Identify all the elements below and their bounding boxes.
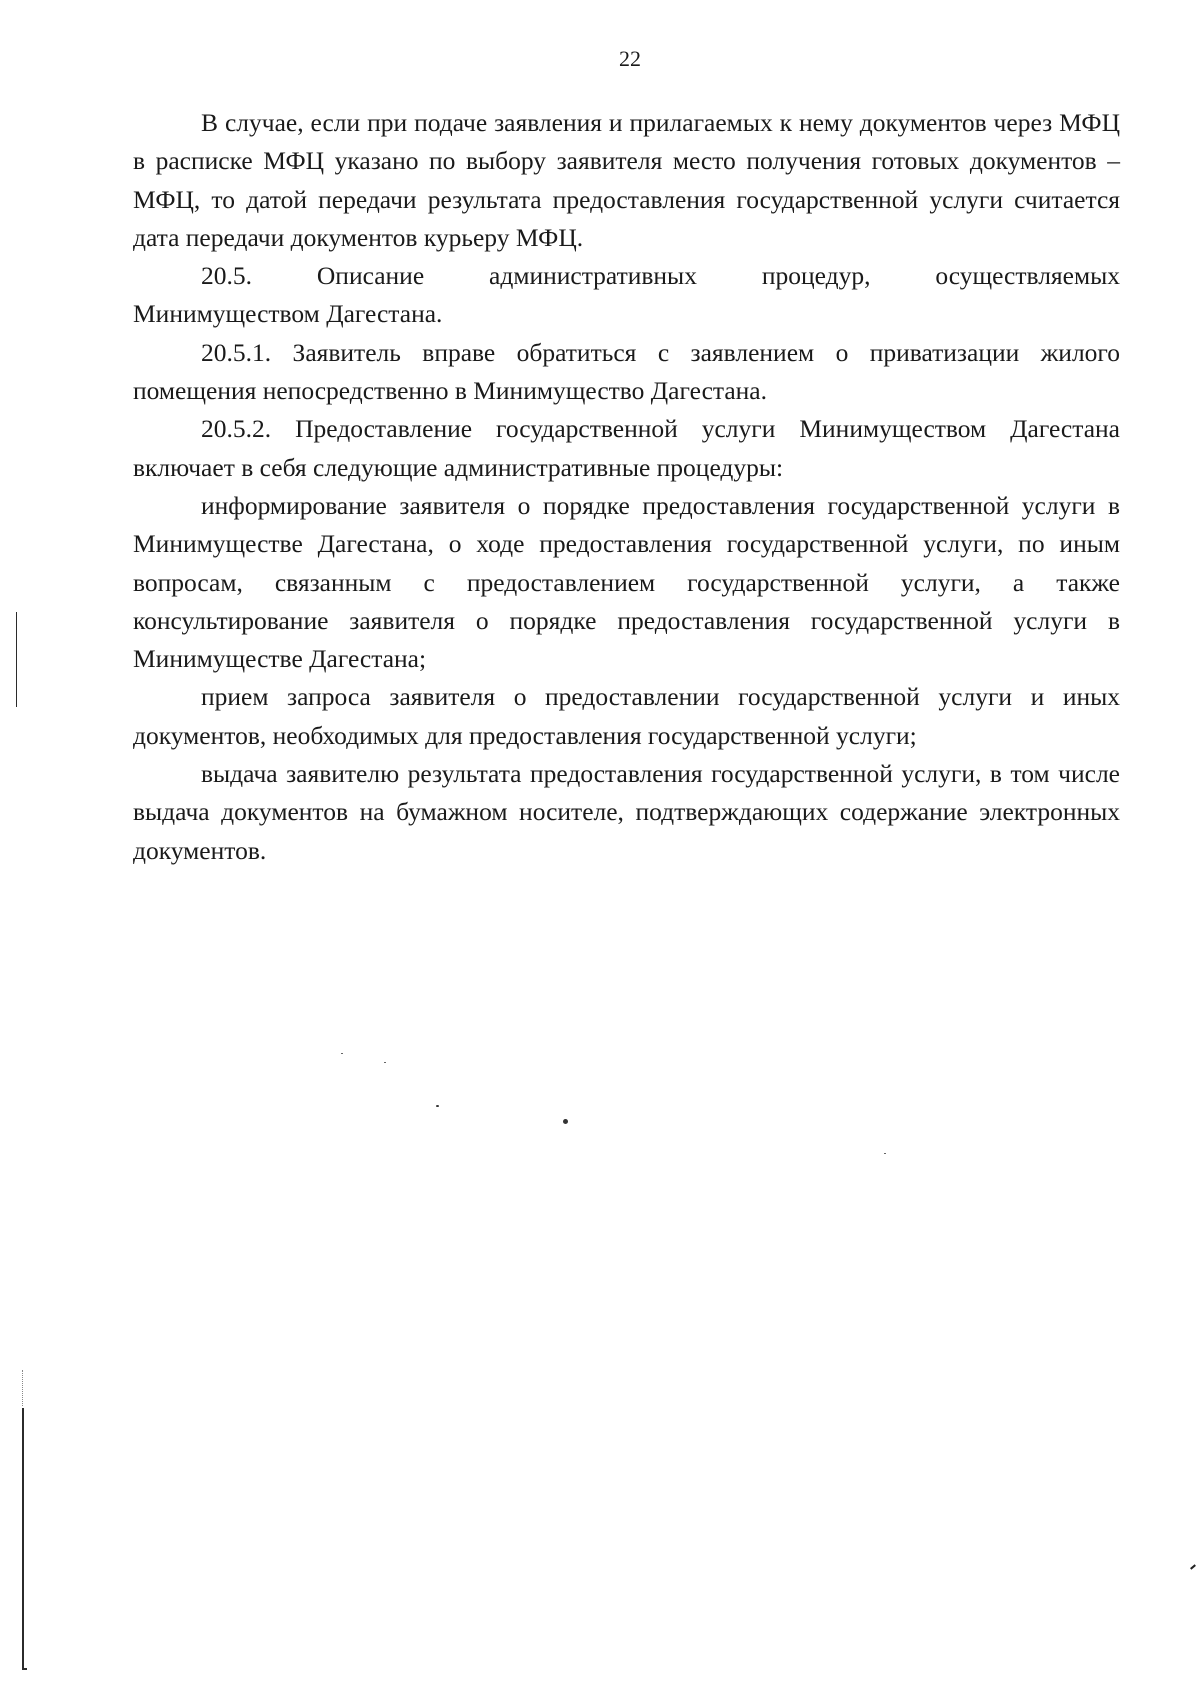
scan-dotted-line <box>22 1370 24 1406</box>
scan-edge-line <box>22 1408 24 1670</box>
paragraph-result-delivery: выдача заявителю результата предоставления государственной услуги, в том числе выдача документов на бумажном носителе, подтверждающих содержание электронных документов. <box>133 759 1120 865</box>
paragraph-20-5-heading <box>133 257 1120 295</box>
paragraph-20-5-2: 20.5.2. Предоставление государственной услуги Минимуществом Дагестана включает в себя следующие административные процедуры: <box>133 414 1120 482</box>
scan-speck <box>563 1119 568 1124</box>
scan-speck <box>436 1105 439 1107</box>
paragraph-20-5-continuation <box>133 295 1120 333</box>
paragraph-informing: информирование заявителя о порядке предоставления государственной услуги в Минимуществе Дагестана, о ходе предоставления государственной услуги, по иным вопросам, связанным с предоставлением государственной услуги, а также консультирование заявителя о порядке предоставления государственной услуги в Минимуществе Дагестана; <box>133 490 1120 674</box>
page-number: 22 <box>619 46 641 71</box>
paragraph-20-5-line1: 20.5. Описание административных процедур, осуществляемых <box>201 261 1120 291</box>
paragraph-delivery-date: В случае, если при подаче заявления и прилагаемых к нему документов через МФЦ в расписке МФЦ указано по выбору заявителя место получения готовых документов – МФЦ, то датой передачи результата предоставления государственной услуги считается дата передачи документов курьеру МФЦ. <box>133 108 1120 252</box>
scan-speck <box>341 1053 343 1054</box>
paragraph-request-intake: прием запроса заявителя о предоставлении государственной услуги и иных документов, необходимых для предоставления государственной услуги; <box>133 682 1120 750</box>
scan-speck <box>384 1062 386 1063</box>
scan-tick-mark <box>1190 1564 1196 1569</box>
scan-edge-corner <box>22 1668 27 1670</box>
scan-speck <box>884 1153 886 1154</box>
document-body <box>133 104 1120 870</box>
paragraph-20-5-line2: Минимуществом Дагестана. <box>133 299 443 329</box>
scan-margin-line <box>16 612 17 707</box>
paragraph-20-5-1: 20.5.1. Заявитель вправе обратиться с заявлением о приватизации жилого помещения непосредственно в Минимущество Дагестана. <box>133 337 1120 406</box>
